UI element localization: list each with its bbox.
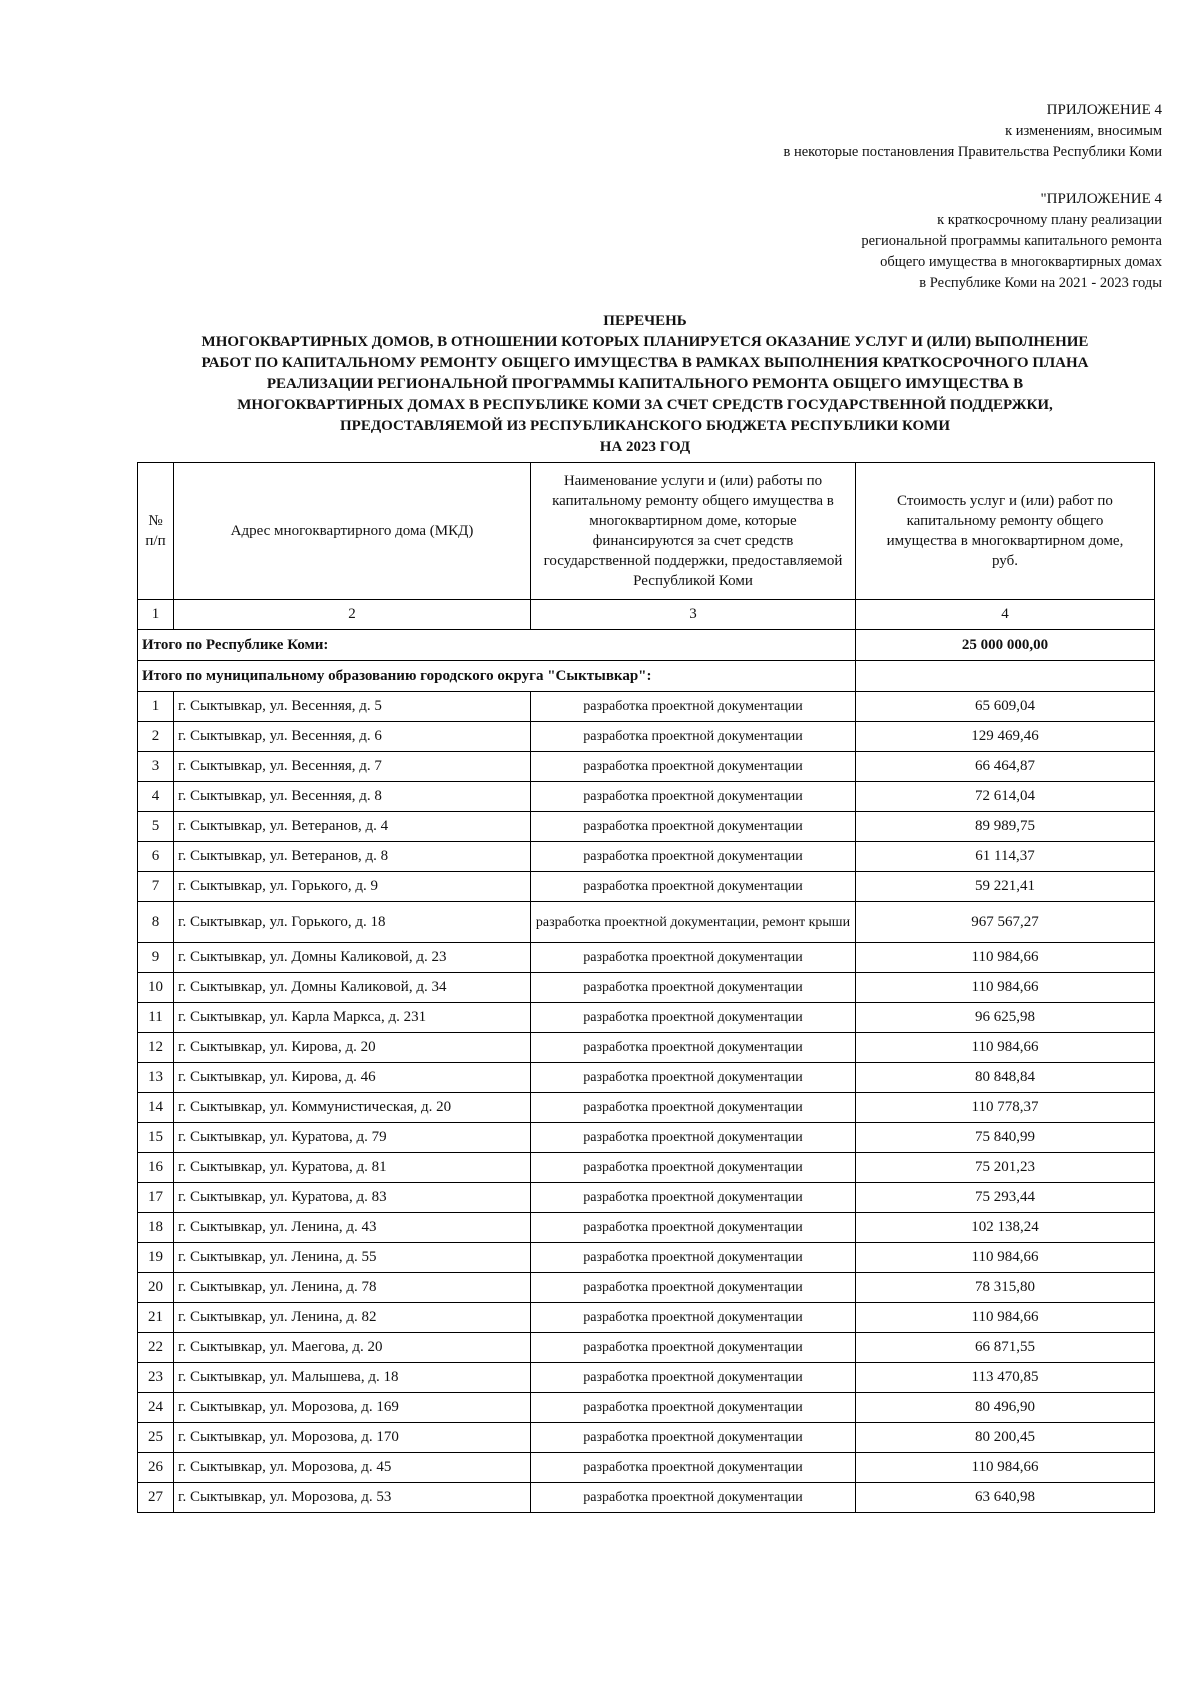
row-service: разработка проектной документации — [531, 1213, 856, 1243]
row-cost: 65 609,04 — [856, 692, 1155, 722]
row-address: г. Сыктывкар, ул. Ветеранов, д. 8 — [174, 842, 531, 872]
row-cost: 66 871,55 — [856, 1333, 1155, 1363]
row-cost: 59 221,41 — [856, 872, 1155, 902]
row-number: 23 — [138, 1363, 174, 1393]
row-address: г. Сыктывкар, ул. Коммунистическая, д. 20 — [174, 1093, 531, 1123]
column-number: 3 — [531, 600, 856, 630]
row-service: разработка проектной документации — [531, 1093, 856, 1123]
table-row — [138, 1033, 1155, 1063]
title-line: МНОГОКВАРТИРНЫХ ДОМОВ, В ОТНОШЕНИИ КОТОРЫХ ПЛАНИРУЕТСЯ ОКАЗАНИЕ УСЛУГ И (ИЛИ) ВЫПОЛНЕНИЕ — [201, 334, 1089, 350]
document-title — [140, 311, 1150, 458]
row-service: разработка проектной документации — [531, 842, 856, 872]
table-row — [138, 943, 1155, 973]
row-number: 3 — [138, 752, 174, 782]
table-row — [138, 782, 1155, 812]
row-address: г. Сыктывкар, ул. Весенняя, д. 5 — [174, 692, 531, 722]
row-number: 10 — [138, 973, 174, 1003]
row-address: г. Сыктывкар, ул. Весенняя, д. 8 — [174, 782, 531, 812]
appendix-amendments-note — [784, 100, 1163, 163]
row-cost: 110 984,66 — [856, 1303, 1155, 1333]
row-cost: 75 293,44 — [856, 1183, 1155, 1213]
row-address: г. Сыктывкар, ул. Морозова, д. 170 — [174, 1423, 531, 1453]
row-address: г. Сыктывкар, ул. Домны Каликовой, д. 23 — [174, 943, 531, 973]
total-republic-row — [138, 630, 1155, 661]
row-address: г. Сыктывкар, ул. Весенняя, д. 6 — [174, 722, 531, 752]
row-service: разработка проектной документации — [531, 782, 856, 812]
row-service: разработка проектной документации — [531, 752, 856, 782]
row-number: 21 — [138, 1303, 174, 1333]
header-address: Адрес многоквартирного дома (МКД) — [174, 463, 531, 600]
row-address: г. Сыктывкар, ул. Ленина, д. 82 — [174, 1303, 531, 1333]
row-number: 27 — [138, 1483, 174, 1513]
row-cost: 113 470,85 — [856, 1363, 1155, 1393]
row-service: разработка проектной документации — [531, 1273, 856, 1303]
header-service: Наименование услуги и (или) работы по капитальному ремонту общего имущества в многоквартирном доме, которые финансируются за счет средств государственной поддержки, предоставляемой Республикой Коми — [531, 463, 856, 600]
row-service: разработка проектной документации — [531, 1183, 856, 1213]
appendix-line: общего имущества в многоквартирных домах — [880, 254, 1162, 270]
table-row — [138, 902, 1155, 943]
appendix-heading: "ПРИЛОЖЕНИЕ 4 — [1040, 191, 1162, 207]
table-row — [138, 1093, 1155, 1123]
row-service: разработка проектной документации — [531, 872, 856, 902]
appendix-plan-note — [861, 189, 1162, 294]
appendix-line: в Республике Коми на 2021 - 2023 годы — [919, 275, 1162, 291]
table-row — [138, 1243, 1155, 1273]
total-municipal-row — [138, 661, 1155, 692]
row-service: разработка проектной документации — [531, 1453, 856, 1483]
row-cost: 75 201,23 — [856, 1153, 1155, 1183]
row-address: г. Сыктывкар, ул. Ленина, д. 78 — [174, 1273, 531, 1303]
row-number: 20 — [138, 1273, 174, 1303]
row-address: г. Сыктывкар, ул. Морозова, д. 169 — [174, 1393, 531, 1423]
row-address: г. Сыктывкар, ул. Куратова, д. 81 — [174, 1153, 531, 1183]
table-row — [138, 1003, 1155, 1033]
row-cost: 72 614,04 — [856, 782, 1155, 812]
row-number: 5 — [138, 812, 174, 842]
row-address: г. Сыктывкар, ул. Домны Каликовой, д. 34 — [174, 973, 531, 1003]
title-line: РАБОТ ПО КАПИТАЛЬНОМУ РЕМОНТУ ОБЩЕГО ИМУЩЕСТВА В РАМКАХ ВЫПОЛНЕНИЯ КРАТКОСРОЧНОГО ПЛАНА — [201, 355, 1089, 371]
row-address: г. Сыктывкар, ул. Ленина, д. 43 — [174, 1213, 531, 1243]
row-address: г. Сыктывкар, ул. Малышева, д. 18 — [174, 1363, 531, 1393]
row-cost: 110 984,66 — [856, 1453, 1155, 1483]
row-address: г. Сыктывкар, ул. Кирова, д. 46 — [174, 1063, 531, 1093]
row-number: 2 — [138, 722, 174, 752]
row-cost: 967 567,27 — [856, 902, 1155, 943]
column-number-row — [138, 600, 1155, 630]
row-service: разработка проектной документации — [531, 1393, 856, 1423]
title-line: НА 2023 ГОД — [599, 439, 691, 455]
table-row — [138, 1183, 1155, 1213]
row-number: 18 — [138, 1213, 174, 1243]
row-number: 1 — [138, 692, 174, 722]
table-row — [138, 872, 1155, 902]
appendix-line: в некоторые постановления Правительства Республики Коми — [783, 144, 1162, 160]
appendix-heading: ПРИЛОЖЕНИЕ 4 — [1046, 102, 1162, 118]
table-header-row — [138, 463, 1155, 600]
row-service: разработка проектной документации — [531, 973, 856, 1003]
row-cost: 61 114,37 — [856, 842, 1155, 872]
row-cost: 75 840,99 — [856, 1123, 1155, 1153]
row-service: разработка проектной документации — [531, 1363, 856, 1393]
row-address: г. Сыктывкар, ул. Куратова, д. 79 — [174, 1123, 531, 1153]
row-cost: 96 625,98 — [856, 1003, 1155, 1033]
row-number: 26 — [138, 1453, 174, 1483]
row-cost: 89 989,75 — [856, 812, 1155, 842]
row-cost: 110 984,66 — [856, 1033, 1155, 1063]
table-row — [138, 1363, 1155, 1393]
table-row — [138, 842, 1155, 872]
row-number: 13 — [138, 1063, 174, 1093]
total-municipal-label: Итого по муниципальному образованию городского округа "Сыктывкар": — [138, 661, 856, 692]
column-number: 1 — [138, 600, 174, 630]
row-cost: 110 984,66 — [856, 943, 1155, 973]
row-cost: 102 138,24 — [856, 1213, 1155, 1243]
table-row — [138, 1453, 1155, 1483]
row-cost: 110 984,66 — [856, 1243, 1155, 1273]
header-num: № п/п — [138, 463, 174, 600]
table-row — [138, 1303, 1155, 1333]
appendix-line: к краткосрочному плану реализации — [937, 212, 1162, 228]
appendix-line: к изменениям, вносимым — [1005, 123, 1162, 139]
appendix-line: региональной программы капитального ремонта — [861, 233, 1162, 249]
row-service: разработка проектной документации — [531, 812, 856, 842]
houses-table — [137, 462, 1155, 1513]
row-service: разработка проектной документации — [531, 692, 856, 722]
row-address: г. Сыктывкар, ул. Весенняя, д. 7 — [174, 752, 531, 782]
row-cost: 80 496,90 — [856, 1393, 1155, 1423]
row-address: г. Сыктывкар, ул. Морозова, д. 53 — [174, 1483, 531, 1513]
table-row — [138, 1123, 1155, 1153]
row-address: г. Сыктывкар, ул. Маегова, д. 20 — [174, 1333, 531, 1363]
row-cost: 66 464,87 — [856, 752, 1155, 782]
row-number: 4 — [138, 782, 174, 812]
row-address: г. Сыктывкар, ул. Морозова, д. 45 — [174, 1453, 531, 1483]
row-service: разработка проектной документации — [531, 1033, 856, 1063]
row-address: г. Сыктывкар, ул. Кирова, д. 20 — [174, 1033, 531, 1063]
row-service: разработка проектной документации — [531, 1243, 856, 1273]
table-row — [138, 973, 1155, 1003]
row-service: разработка проектной документации — [531, 943, 856, 973]
row-service: разработка проектной документации — [531, 1423, 856, 1453]
row-cost: 110 984,66 — [856, 973, 1155, 1003]
row-number: 8 — [138, 902, 174, 943]
row-service: разработка проектной документации — [531, 1153, 856, 1183]
row-cost: 63 640,98 — [856, 1483, 1155, 1513]
row-number: 17 — [138, 1183, 174, 1213]
table-row — [138, 1393, 1155, 1423]
row-number: 15 — [138, 1123, 174, 1153]
row-number: 25 — [138, 1423, 174, 1453]
total-republic-value: 25 000 000,00 — [856, 630, 1155, 661]
table-row — [138, 692, 1155, 722]
table-row — [138, 722, 1155, 752]
table-row — [138, 1423, 1155, 1453]
row-address: г. Сыктывкар, ул. Горького, д. 18 — [174, 902, 531, 943]
row-service: разработка проектной документации, ремонт крыши — [531, 902, 856, 943]
row-service: разработка проектной документации — [531, 1063, 856, 1093]
row-number: 12 — [138, 1033, 174, 1063]
row-number: 16 — [138, 1153, 174, 1183]
row-address: г. Сыктывкар, ул. Карла Маркса, д. 231 — [174, 1003, 531, 1033]
table-row — [138, 812, 1155, 842]
row-service: разработка проектной документации — [531, 1483, 856, 1513]
title-line: РЕАЛИЗАЦИИ РЕГИОНАЛЬНОЙ ПРОГРАММЫ КАПИТАЛЬНОГО РЕМОНТА ОБЩЕГО ИМУЩЕСТВА В — [266, 376, 1024, 392]
row-number: 22 — [138, 1333, 174, 1363]
row-service: разработка проектной документации — [531, 722, 856, 752]
row-number: 19 — [138, 1243, 174, 1273]
row-cost: 78 315,80 — [856, 1273, 1155, 1303]
row-number: 14 — [138, 1093, 174, 1123]
table-row — [138, 1333, 1155, 1363]
row-service: разработка проектной документации — [531, 1333, 856, 1363]
table-row — [138, 1273, 1155, 1303]
header-cost: Стоимость услуг и (или) работ по капитальному ремонту общего имущества в многоквартирном доме, руб. — [856, 463, 1155, 600]
row-cost: 129 469,46 — [856, 722, 1155, 752]
title-line: МНОГОКВАРТИРНЫХ ДОМАХ В РЕСПУБЛИКЕ КОМИ ЗА СЧЕТ СРЕДСТВ ГОСУДАРСТВЕННОЙ ПОДДЕРЖКИ, — [237, 397, 1053, 413]
row-number: 7 — [138, 872, 174, 902]
title-line: ПЕРЕЧЕНЬ — [603, 313, 687, 329]
row-cost: 80 848,84 — [856, 1063, 1155, 1093]
row-number: 24 — [138, 1393, 174, 1423]
row-service: разработка проектной документации — [531, 1003, 856, 1033]
row-number: 9 — [138, 943, 174, 973]
row-service: разработка проектной документации — [531, 1123, 856, 1153]
total-republic-label: Итого по Республике Коми: — [138, 630, 856, 661]
total-municipal-value — [856, 661, 1155, 692]
table-row — [138, 1153, 1155, 1183]
table-row — [138, 1213, 1155, 1243]
table-row — [138, 1063, 1155, 1093]
table-row — [138, 752, 1155, 782]
row-number: 11 — [138, 1003, 174, 1033]
row-number: 6 — [138, 842, 174, 872]
row-address: г. Сыктывкар, ул. Куратова, д. 83 — [174, 1183, 531, 1213]
row-address: г. Сыктывкар, ул. Горького, д. 9 — [174, 872, 531, 902]
column-number: 2 — [174, 600, 531, 630]
table-row — [138, 1483, 1155, 1513]
title-line: ПРЕДОСТАВЛЯЕМОЙ ИЗ РЕСПУБЛИКАНСКОГО БЮДЖЕТА РЕСПУБЛИКИ КОМИ — [339, 418, 950, 434]
row-cost: 80 200,45 — [856, 1423, 1155, 1453]
row-address: г. Сыктывкар, ул. Ветеранов, д. 4 — [174, 812, 531, 842]
column-number: 4 — [856, 600, 1155, 630]
row-address: г. Сыктывкар, ул. Ленина, д. 55 — [174, 1243, 531, 1273]
row-service: разработка проектной документации — [531, 1303, 856, 1333]
row-cost: 110 778,37 — [856, 1093, 1155, 1123]
